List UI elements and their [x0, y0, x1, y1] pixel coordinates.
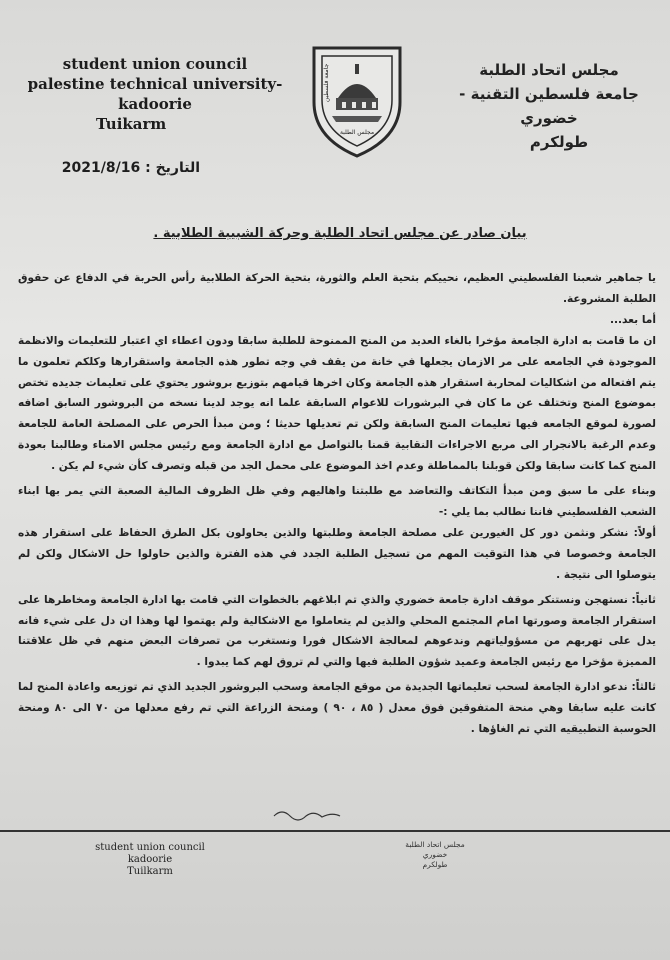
paragraph-demand-first: أولاً: نشكر ونثمن دور كل الغيورين على مصلحة الجامعة وطلبتها والذين يحاولون بكل الطرق الحفاظ على استقرار هذه الجامعة وخصوصا في هذا التوقيت المهم من تسجيل الطلبة الجدد في هذه الفترة والذين حاولوا حل الاشكال ولكن لم يتوصلوا الى نتيجة .	[18, 526, 656, 581]
english-city: Tuikarm	[96, 115, 167, 133]
arabic-city: طولكرم	[529, 133, 589, 151]
paragraph-main: ان ما قامت به ادارة الجامعة مؤخرا بالغاء العديد من المنح الممنوحة للطلبة سابقا ودون اعطاء اي اعتبار للتعليمات والانظمة الموجودة في الجامعه على مر الازمان يجعلها في خانة من يقف في وجه تطور هذه الجامعة واستقرارها وكلكم تعلمون ما يتم افتعاله من اشكاليات لمحاربة استقرار هذه الجامعة وكان اخرها قيامهم بتوزيع بروشور يحتوي على تعليمات جديده تختص بموضوع المنح وتختلف عن ما كان في البرشورات للاعوام السابقة علما انه يوجد لدينا نسخه من البروشور السابق اضافه لصورة لموقع الجامعه فيها تعليمات المنح السابقة ولكن تم تعديلها حديثا ؛ ومن مبدأ الحرص على المصلحة العامة للجامعة وعدم الرغبة بالانجرار الى مربع الاجراءات النقابية قمنا بالتواصل مع ادارة الجامعة ومع رئيس مجلس الامناء وطالبنا بعودة المنح كما كانت سابقا ولكن قوبلنا بالمماطلة وعدم اخذ الموضوع على محمل الجد من قبله وتصرف كأن شيء لم يكن .	[18, 334, 656, 473]
paragraph-intro: أما بعد...	[609, 313, 656, 326]
paragraph-greeting: يا جماهير شعبنا الفلسطيني العظيم، نحييكم بتحية العلم والثورة، بتحية الحركة الطلابية رأس الحربة في الدفاع عن حقوق الطلبة المشروعة.	[18, 272, 656, 305]
arabic-university-name: جامعة فلسطين التقنية - خضوري	[459, 85, 639, 127]
logo-text-side: جامعة فلسطين	[323, 63, 330, 102]
footer-city: Tuilkarm	[127, 866, 173, 877]
signature-mark	[270, 806, 380, 822]
english-footer	[80, 842, 220, 878]
document-subject: بيان صادر عن مجلس اتحاد الطلبة وحركة الشبيبة الطلابية .	[153, 226, 527, 241]
english-org-name: student union council	[62, 55, 248, 73]
university-logo	[302, 42, 412, 160]
statement-body	[18, 268, 656, 740]
document-date: التاريخ : 2021/8/16	[61, 160, 200, 176]
footer-divider	[0, 830, 670, 832]
arabic-org-name: مجلس اتحاد الطلبة	[479, 61, 619, 79]
paragraph-demand-third: ثالثاً: ندعو ادارة الجامعة لسحب تعليماتها الجديدة من موقع الجامعة وسحب البروشور الجديد الذي تم توزيعه واعادة المنح لما كانت عليه سابقا وهي منحة المتفوقين فوق معدل ( ٨٥ ، ٩٠ ) ومنحة الزراعة التي تم رفع معدلها من ٧٠ الى ٨٠ ومنحة الحوسبة التطبيقيه التي تم الغاؤها .	[18, 681, 656, 736]
footer-ar-university: خضوري	[422, 850, 448, 859]
arabic-letterhead	[434, 58, 664, 154]
arabic-footer	[390, 840, 480, 870]
footer-org-name: student union council	[95, 842, 205, 853]
paragraph-demand-second: ثانياً: نستهجن ونستنكر موقف ادارة جامعة خضوري والذي تم ابلاغهم بالخطوات التي قامت بها ادارة الجامعة ومخاطرها على استقرار الجامعة وصورتها امام المجتمع المحلي والذين لم يتعاملوا مع الاشكالية ولم يهتموا لها وهذا ان دل على شيء فانه يدل على تهربهم من مسؤولياتهم وندعوهم لمعالجة الاشكال فورا ونستغرب من تصرفات البعض منهم في ظل علاقتنا المميزة مؤخرا مع رئيس الجامعة وعميد شؤون الطلبة فيها والتي لم تروق لهم كما يبدوا .	[18, 593, 656, 669]
paragraph-demands-intro: وبناء على ما سبق ومن مبدأ التكاتف والتعاضد مع طلبتنا واهاليهم وفي ظل الظروف المالية الصعبة التي يمر بها ابناء الشعب الفلسطيني فاننا نطالب بما يلي :-	[18, 485, 656, 518]
footer-ar-city: طولكرم	[422, 860, 448, 869]
footer-ar-org-name: مجلس اتحاد الطلبة	[405, 840, 465, 849]
footer-university: kadoorie	[127, 854, 173, 865]
english-letterhead	[10, 54, 300, 134]
english-university-name: palestine technical university- kadoorie	[27, 75, 283, 113]
logo-text-bottom: مجلس الطلبة	[339, 129, 375, 136]
